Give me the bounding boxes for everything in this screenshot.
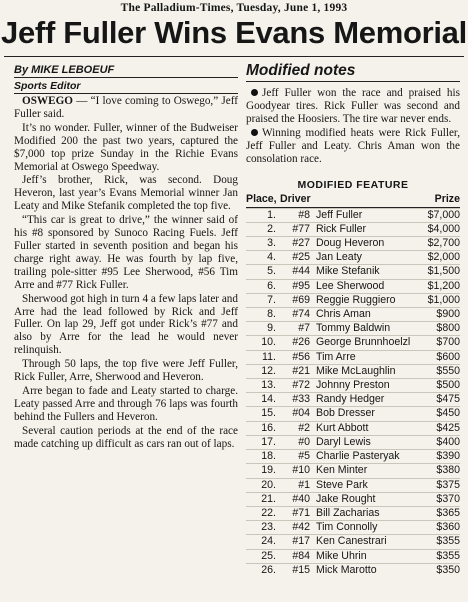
row-driver: Mick Marotto xyxy=(316,563,377,576)
row-place: 11. xyxy=(262,350,276,363)
table-row xyxy=(246,506,460,520)
row-driver: Randy Hedger xyxy=(316,393,385,406)
row-prize: $2,000 xyxy=(427,251,460,264)
byline: By MIKE LEBOEUF xyxy=(14,64,238,78)
row-driver: Charlie Pasteryak xyxy=(316,450,400,463)
row-driver: Ken Minter xyxy=(316,464,368,477)
row-car-number: #40 xyxy=(292,492,310,505)
row-place: 7. xyxy=(267,293,276,306)
article-body xyxy=(14,95,238,450)
table-row xyxy=(246,463,460,477)
table-row xyxy=(246,208,460,222)
row-prize: $370 xyxy=(436,492,460,505)
row-prize: $500 xyxy=(436,379,460,392)
row-car-number: #8 xyxy=(298,208,310,221)
row-driver: Tim Connolly xyxy=(316,521,378,534)
article-paragraph: Through 50 laps, the top five were Jeff Fuller, Rick Fuller, Arre, Sherwood and Heveron. xyxy=(14,358,238,384)
row-place: 22. xyxy=(261,506,276,519)
table-row xyxy=(246,392,460,406)
table-row xyxy=(246,364,460,378)
row-place: 26. xyxy=(261,563,276,576)
table-row xyxy=(246,264,460,278)
table-row xyxy=(246,378,460,392)
table-row xyxy=(246,563,460,577)
table-row xyxy=(246,478,460,492)
note-item xyxy=(246,127,460,166)
row-driver: Bob Dresser xyxy=(316,407,375,420)
row-driver: Mike McLaughlin xyxy=(316,364,396,377)
row-place: 10. xyxy=(261,336,276,349)
row-driver: Tim Arre xyxy=(316,350,356,363)
article-paragraph: Several caution periods at the end of the race made catching up difficult as cars ran out of laps. xyxy=(14,424,238,450)
row-car-number: #74 xyxy=(292,308,310,321)
row-place: 23. xyxy=(261,521,276,534)
table-row xyxy=(246,293,460,307)
article-paragraph: “This car is great to drive,” the winner said of his #8 sponsored by Sunoco Racing Fuels. Jeff Fuller started in seventh position and began his charge right away. He was fourth by lap five, trailing pole-sitter #95 Lee Sherwood, #56 Tim Arre and #77 Rick Fuller. xyxy=(14,214,238,291)
row-place: 20. xyxy=(261,478,276,491)
row-prize: $375 xyxy=(436,478,460,491)
row-prize: $1,200 xyxy=(427,279,460,292)
table-row xyxy=(246,435,460,449)
row-car-number: #26 xyxy=(292,336,310,349)
table-row xyxy=(246,236,460,250)
row-prize: $4,000 xyxy=(427,222,460,235)
row-place: 21. xyxy=(261,492,276,505)
row-place: 15. xyxy=(261,407,276,420)
row-place: 17. xyxy=(261,435,276,448)
row-place: 19. xyxy=(261,464,276,477)
row-place: 14. xyxy=(261,393,276,406)
article-paragraph: Sherwood got high in turn 4 a few laps later and Arre had the lead followed by Rick and Jeff Fuller. On lap 29, Jeff got under Rick’s #77 and also by Arre for the lead he would never relinquish. xyxy=(14,292,238,357)
row-place: 9. xyxy=(267,322,276,335)
table-row xyxy=(246,449,460,463)
table-row xyxy=(246,406,460,420)
row-car-number: #10 xyxy=(292,464,310,477)
row-car-number: #25 xyxy=(292,251,310,264)
row-driver: Mike Stefanik xyxy=(316,265,380,278)
row-prize: $390 xyxy=(436,450,460,463)
row-prize: $425 xyxy=(436,421,460,434)
article-column xyxy=(14,62,238,451)
row-place: 5. xyxy=(267,265,276,278)
table-row xyxy=(246,279,460,293)
paragraph-text: — “I love coming to Oswego,” Jeff Fuller said. xyxy=(14,95,238,120)
header-prize: Prize xyxy=(434,193,460,206)
row-car-number: #44 xyxy=(292,265,310,278)
sidebar-column xyxy=(246,62,460,577)
row-driver: Jan Leaty xyxy=(316,251,362,264)
notes-title: Modified notes xyxy=(246,62,460,82)
row-place: 18. xyxy=(261,450,276,463)
table-row xyxy=(246,492,460,506)
results-header xyxy=(246,193,460,207)
row-prize: $355 xyxy=(436,549,460,562)
row-driver: Bill Zacharias xyxy=(316,506,380,519)
row-prize: $1,000 xyxy=(427,293,460,306)
row-car-number: #42 xyxy=(292,521,310,534)
row-car-number: #5 xyxy=(298,450,310,463)
row-car-number: #7 xyxy=(298,322,310,335)
table-row xyxy=(246,250,460,264)
row-prize: $800 xyxy=(436,322,460,335)
row-car-number: #17 xyxy=(292,535,310,548)
table-row xyxy=(246,222,460,236)
header-place: Place, xyxy=(246,193,277,206)
row-car-number: #27 xyxy=(292,237,310,250)
row-car-number: #2 xyxy=(298,421,310,434)
row-driver: George Brunnhoelzl xyxy=(316,336,411,349)
row-car-number: #0 xyxy=(298,435,310,448)
row-car-number: #56 xyxy=(292,350,310,363)
row-prize: $2,700 xyxy=(427,237,460,250)
row-car-number: #95 xyxy=(292,279,310,292)
row-prize: $365 xyxy=(436,506,460,519)
row-car-number: #77 xyxy=(292,222,310,235)
row-place: 13. xyxy=(261,379,276,392)
row-car-number: #1 xyxy=(298,478,310,491)
row-prize: $475 xyxy=(436,393,460,406)
row-car-number: #69 xyxy=(292,293,310,306)
row-driver: Jeff Fuller xyxy=(316,208,363,221)
row-car-number: #21 xyxy=(292,364,310,377)
row-prize: $350 xyxy=(436,563,460,576)
row-driver: Lee Sherwood xyxy=(316,279,385,292)
row-prize: $380 xyxy=(436,464,460,477)
article-paragraph: Arre began to fade and Leaty started to charge. Leaty passed Arre and through 76 laps was fourth behind the Fullers and Heveron. xyxy=(14,384,238,423)
row-prize: $700 xyxy=(436,336,460,349)
row-car-number: #15 xyxy=(292,563,310,576)
row-place: 24. xyxy=(261,535,276,548)
row-driver: Mike Uhrin xyxy=(316,549,367,562)
row-prize: $1,500 xyxy=(427,265,460,278)
row-place: 1. xyxy=(267,208,276,221)
article-paragraph xyxy=(14,95,238,121)
dateline: OSWEGO xyxy=(22,95,73,107)
row-prize: $7,000 xyxy=(427,208,460,221)
table-row xyxy=(246,307,460,321)
notes-body xyxy=(246,87,460,165)
row-driver: Johnny Preston xyxy=(316,379,390,392)
row-driver: Kurt Abbott xyxy=(316,421,369,434)
table-row xyxy=(246,350,460,364)
table-row xyxy=(246,421,460,435)
row-place: 3. xyxy=(267,237,276,250)
table-row xyxy=(246,321,460,335)
note-item xyxy=(246,87,460,126)
headline: Jeff Fuller Wins Evans Memorial xyxy=(1,15,467,50)
row-place: 2. xyxy=(267,222,276,235)
row-driver: Chris Aman xyxy=(316,308,371,321)
row-car-number: #33 xyxy=(292,393,310,406)
row-prize: $550 xyxy=(436,364,460,377)
row-place: 12. xyxy=(261,364,276,377)
row-prize: $400 xyxy=(436,435,460,448)
row-prize: $450 xyxy=(436,407,460,420)
row-prize: $900 xyxy=(436,308,460,321)
row-driver: Daryl Lewis xyxy=(316,435,371,448)
results-table xyxy=(246,193,460,576)
row-car-number: #72 xyxy=(292,379,310,392)
article-paragraph: Jeff’s brother, Rick, was second. Doug Heveron, last year’s Evans Memorial winner Jan Leaty and Mike Stefanik completed the top five. xyxy=(14,174,238,213)
row-prize: $355 xyxy=(436,535,460,548)
row-place: 6. xyxy=(267,279,276,292)
row-driver: Doug Heveron xyxy=(316,237,385,250)
row-prize: $360 xyxy=(436,521,460,534)
row-place: 25. xyxy=(261,549,276,562)
feature-title: MODIFIED FEATURE xyxy=(297,179,409,192)
header-driver: Driver xyxy=(280,193,311,206)
row-driver: Tommy Baldwin xyxy=(316,322,391,335)
row-place: 16. xyxy=(261,421,276,434)
row-driver: Jake Rought xyxy=(316,492,376,505)
masthead: The Palladium-Times, Tuesday, June 1, 1993 xyxy=(120,2,348,14)
row-driver: Ken Canestrari xyxy=(316,535,387,548)
article-paragraph: It’s no wonder. Fuller, winner of the Budweiser Modified 200 the past two years, captured the $7,000 top prize Sunday in the Richie Evans Memorial at Oswego Speedway. xyxy=(14,121,238,173)
note-text: Jeff Fuller won the race and praised his Goodyear tires. Rick Fuller was second and praised the Hoosiers. The tire war never ends. xyxy=(246,87,460,125)
row-prize: $600 xyxy=(436,350,460,363)
table-row xyxy=(246,534,460,548)
bullet-icon xyxy=(251,89,258,96)
table-row xyxy=(246,335,460,349)
table-row xyxy=(246,520,460,534)
row-place: 8. xyxy=(267,308,276,321)
row-place: 4. xyxy=(267,251,276,264)
row-driver: Steve Park xyxy=(316,478,368,491)
row-driver: Reggie Ruggiero xyxy=(316,293,396,306)
row-driver: Rick Fuller xyxy=(316,222,367,235)
table-row xyxy=(246,549,460,563)
divider xyxy=(4,56,464,57)
row-car-number: #04 xyxy=(292,407,310,420)
note-text: Winning modified heats were Rick Fuller, Jeff Fuller and Leaty. Chris Aman won the consolation race. xyxy=(246,126,460,165)
row-car-number: #71 xyxy=(292,506,310,519)
author-role: Sports Editor xyxy=(14,78,238,94)
bullet-icon xyxy=(251,129,258,136)
row-car-number: #84 xyxy=(292,549,310,562)
